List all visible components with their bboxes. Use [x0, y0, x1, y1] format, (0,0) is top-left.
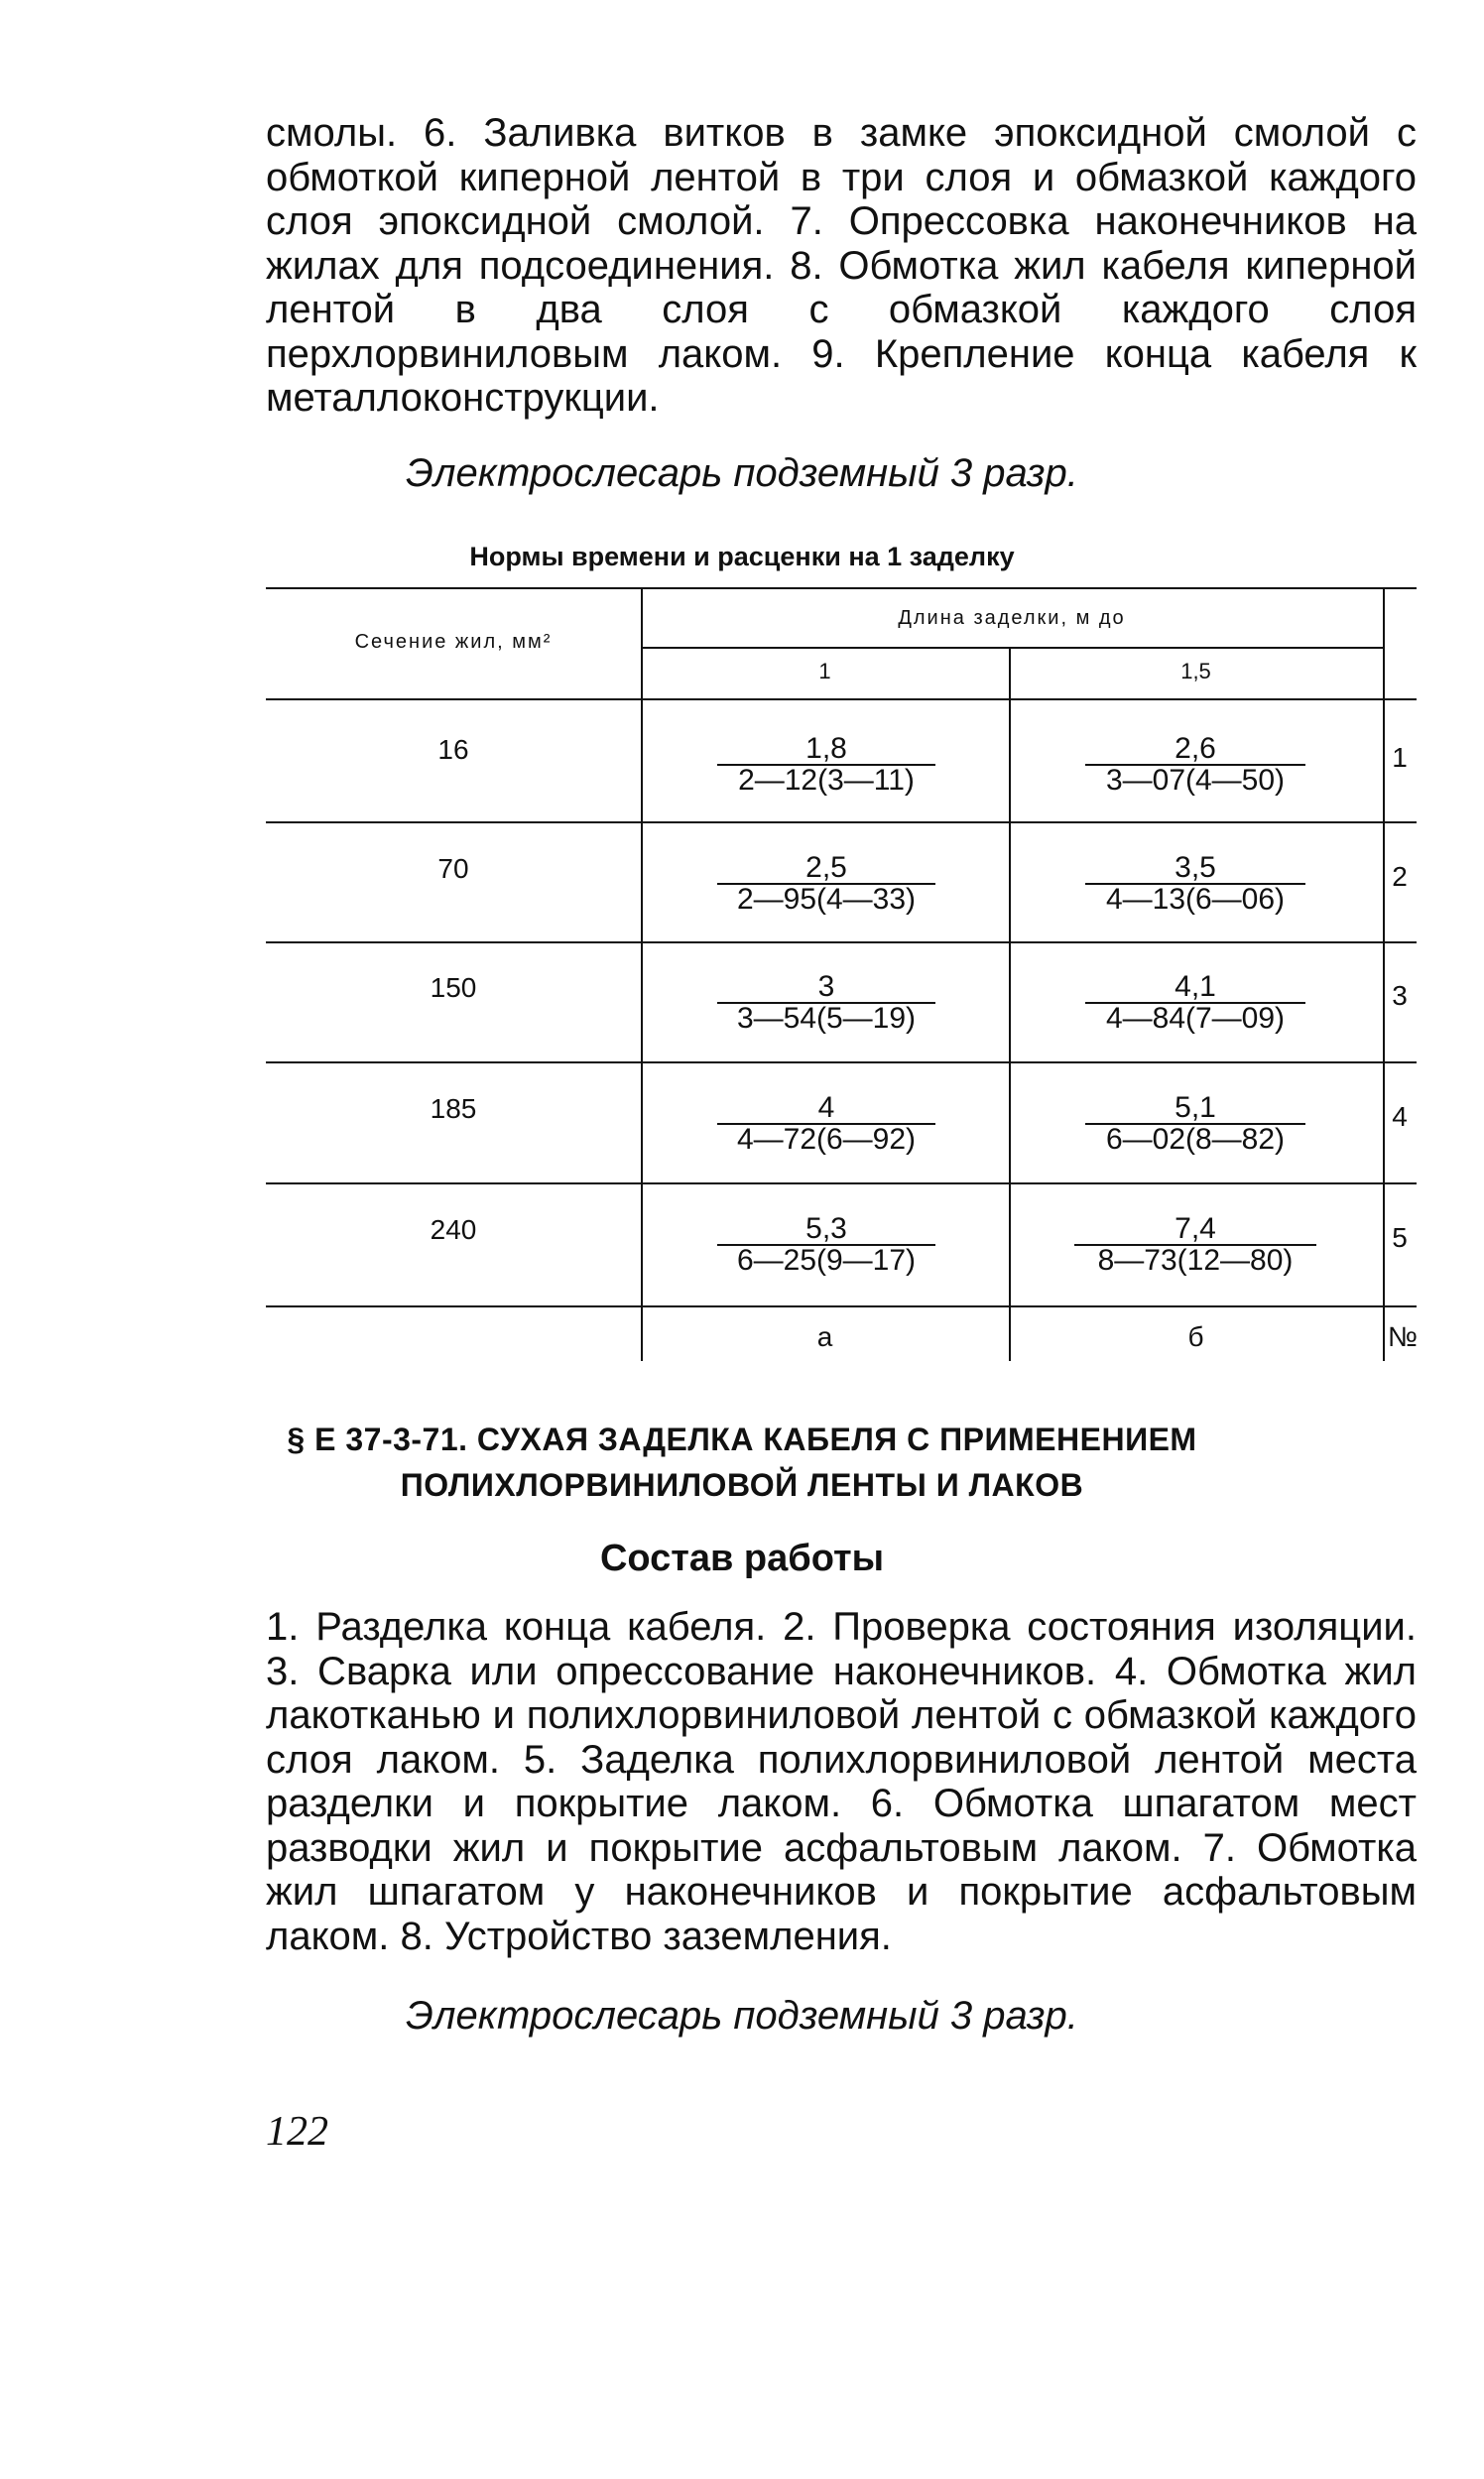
row-2-col-a	[717, 853, 935, 915]
header-length-1: 1	[818, 659, 831, 683]
row-3-a-rate: 3—54(5—19)	[717, 1002, 935, 1034]
row-4-b-rate: 6—02(8—82)	[1085, 1123, 1305, 1155]
row-5-col-a	[717, 1214, 935, 1276]
table-caption: Нормы времени и расценки на 1 заделку	[469, 542, 1015, 571]
row-1-a-norm: 1,8	[805, 732, 847, 765]
row-5-col-b	[1074, 1214, 1316, 1276]
subheading: Состав работы	[599, 1538, 885, 1579]
worker-category-2: Электрослесарь подземный 3 разр.	[406, 1994, 1078, 2038]
row-4-a-rate: 4—72(6—92)	[717, 1123, 935, 1155]
row-2-b-norm: 3,5	[1175, 851, 1216, 884]
row-3-b-norm: 4,1	[1175, 970, 1216, 1003]
section-title-line-1: § Е 37-3-71. СУХАЯ ЗАДЕЛКА КАБЕЛЯ С ПРИМЕНЕНИЕМ	[287, 1422, 1197, 1457]
row-2-section: 70	[437, 853, 469, 884]
row-5-number: 5	[1392, 1222, 1408, 1253]
row-1-col-a	[717, 734, 935, 796]
row-5-a-norm: 5,3	[805, 1212, 847, 1245]
row-1-b-norm: 2,6	[1175, 732, 1216, 765]
row-4-number: 4	[1392, 1101, 1408, 1132]
row-4-b-norm: 5,1	[1175, 1091, 1216, 1124]
row-3-col-b	[1085, 972, 1305, 1034]
row-5-b-rate: 8—73(12—80)	[1074, 1244, 1316, 1276]
row-1-a-rate: 2—12(3—11)	[717, 764, 935, 796]
row-3-col-a	[717, 972, 935, 1034]
row-2-a-norm: 2,5	[805, 851, 847, 884]
footer-col-a: а	[816, 1321, 833, 1352]
row-2-col-b	[1085, 853, 1305, 915]
row-2-number: 2	[1392, 861, 1408, 892]
row-2-b-rate: 4—13(6—06)	[1085, 883, 1305, 915]
row-5-a-rate: 6—25(9—17)	[717, 1244, 935, 1276]
row-3-section: 150	[430, 972, 477, 1003]
paragraph-top: смолы. 6. Заливка витков в замке эпоксидной смолой с обмоткой киперной лентой в три слоя и обмазкой каждого слоя эпоксидной смолой. 7. Опрессовка наконечников на жилах для подсоединения. 8. Обмотка жил кабеля киперной лентой в два слоя с обмазкой каждого слоя перхлорвиниловым лаком. 9. Крепление конца кабеля к металлоконструкции.	[266, 111, 1417, 420]
row-4-a-norm: 4	[817, 1091, 835, 1124]
row-4-col-a	[717, 1093, 935, 1155]
row-1-b-rate: 3—07(4—50)	[1085, 764, 1305, 796]
row-4-col-b	[1085, 1093, 1305, 1155]
header-length-2: 1,5	[1180, 659, 1211, 683]
row-4-section: 185	[430, 1093, 477, 1124]
footer-col-b: б	[1187, 1321, 1204, 1352]
row-5-section: 240	[430, 1214, 477, 1245]
row-1-number: 1	[1392, 742, 1408, 773]
worker-category-1: Электрослесарь подземный 3 разр.	[406, 451, 1078, 495]
paragraph-bottom: 1. Разделка конца кабеля. 2. Проверка состояния изоляции. 3. Сварка или опрессование наконечников. 4. Обмотка жил лакотканью и полихлорвиниловой лентой с обмазкой каждого слоя лаком. 5. Заделка полихлорвиниловой лентой места разделки и покрытие лаком. 6. Обмотка шпагатом мест разводки жил и покрытие асфальтовым лаком. 7. Обмотка жил шпагатом у наконечников и покрытие асфальтовым лаком. 8. Устройство заземления.	[266, 1605, 1417, 1958]
section-title-line-2: ПОЛИХЛОРВИНИЛОВОЙ ЛЕНТЫ И ЛАКОВ	[400, 1467, 1084, 1503]
row-1-section: 16	[437, 734, 469, 765]
footer-number-sign: №	[1387, 1321, 1419, 1352]
row-3-a-norm: 3	[817, 970, 835, 1003]
row-3-number: 3	[1392, 980, 1408, 1011]
page-number: 122	[266, 2109, 328, 2155]
header-length: Длина заделки, м до	[898, 607, 1126, 629]
row-2-a-rate: 2—95(4—33)	[717, 883, 935, 915]
header-section: Сечение жил, мм²	[354, 631, 553, 653]
row-5-b-norm: 7,4	[1175, 1212, 1216, 1245]
row-1-col-b	[1085, 734, 1305, 796]
norms-table	[266, 587, 1417, 1361]
row-3-b-rate: 4—84(7—09)	[1085, 1002, 1305, 1034]
